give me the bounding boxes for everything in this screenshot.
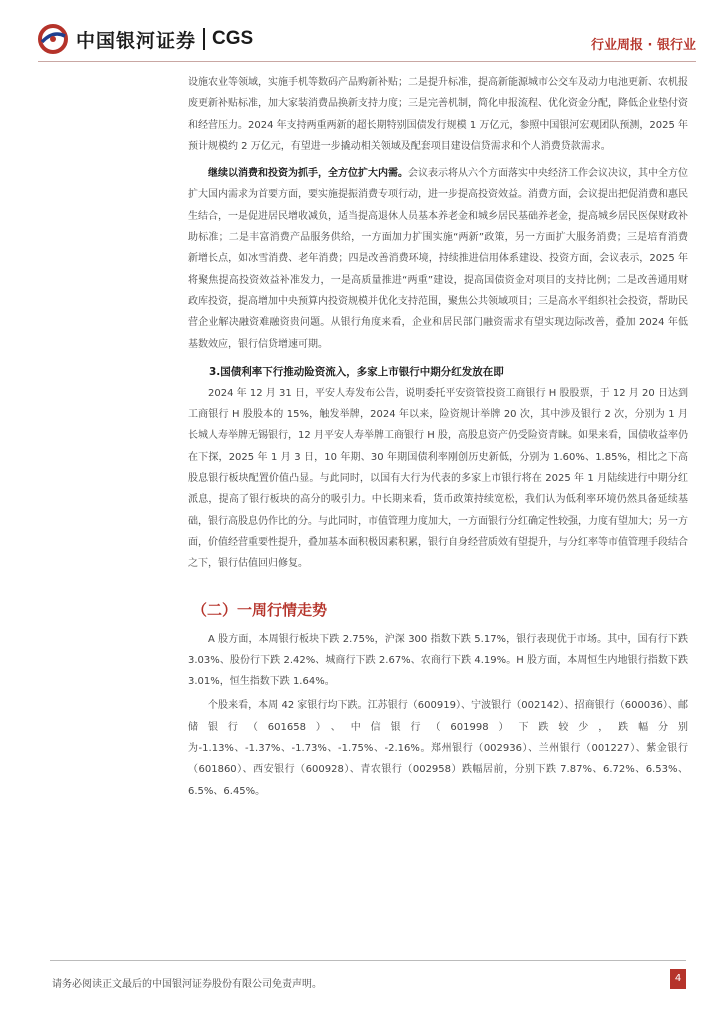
page-footer	[50, 960, 686, 997]
galaxy-logo-icon	[38, 24, 68, 54]
logo-chinese-name: 中国银河证券	[76, 29, 197, 52]
logo-divider	[203, 28, 205, 50]
paragraph-domestic-demand-text: 会议表示将从六个方面落实中央经济工作会议决议，其中全方位扩大国内需求为首要方面，要实施提振消费专项行动，进一步提高投资效益。消费方面，会议提出把促消费和惠民生结合，一是促进居民增收减负，适当提高退休人员基本养老金和城乡居民基础养老金，提高城乡居民医保财政补助标准；二是丰富消费产品服务供给，一方面加力扩围实施“两新”政策，另一方面扩大服务消费；三是培育消费新增长点，如冰雪消费、老年消费；四是改善消费环境，持续推进信用体系建设、投资方面，会议表示，2025 年将聚焦提高投资效益补准发力，一是高质量推进“两重”建设，提高国债资金对项目的支持比例；二是改善通用财政库投资，提高增加中央预算内投资规模并优化支持范围，聚焦公共领域项目；三是高水平组织社会投资，帮助民营企业解决融资难融资贵问题。从银行角度来看，企业和居民部门融资需求有望实现边际改善，叠加 2024 年低基数效应，银行信贷增速可期。	[188, 168, 688, 350]
report-body	[188, 72, 688, 802]
logo-english-name: CGS	[212, 28, 254, 49]
section-title: （二）一周行情走势	[192, 600, 328, 619]
page-header	[0, 0, 724, 62]
disclaimer-note: 请务必阅读正文最后的中国银河证券股份有限公司免责声明。	[52, 979, 322, 990]
company-logo	[38, 22, 253, 56]
paragraph-market-overview: A 股方面，本周银行板块下跌 2.75%，沪深 300 指数下跌 5.17%，银行表现优于市场。其中，国有行下跌 3.03%、股份行下跌 2.42%、城商行下跌 2.67%、农商行下跌 4.19%。H 股方面，本周恒生内地银行指数下跌 3.01%，恒生指数下跌 1.64%。	[188, 633, 688, 688]
paragraph-lead-bold: 继续以消费和投资为抓手，全方位扩大内需。	[208, 168, 408, 180]
subsection-heading: 3.国债利率下行推动险资流入，多家上市银行中期分红发放在即	[209, 365, 504, 378]
paragraph-domestic-demand	[188, 163, 688, 355]
page-number: 4	[670, 969, 686, 989]
header-divider	[38, 61, 696, 62]
paragraph-stock-performance: 个股来看，本周 42 家银行均下跌。江苏银行（600919）、宁波银行（002142）、招商银行（600036）、邮储银行（601658）、中信银行（601998）下跌较少，跌幅分别为-1.13%、-1.37%、-1.73%、-1.75%、-2.16%。郑州银行（002936）、兰州银行（001227）、紫金银行（601860）、西安银行（600928）、青农银行（002958）跌幅居前，分别下跌 7.87%、6.72%、6.53%、6.5%、6.45%。	[188, 700, 688, 797]
paragraph-insurance-inflow: 2024 年 12 月 31 日，平安人寿发布公告，说明委托平安资管投资工商银行 H 股股票，于 12 月 20 日达到工商银行 H 股股本的 15%，触发举牌，2024 年以来，险资规计举牌 20 次，其中涉及银行 2 次，分别为 1 月长城人寿举牌无锡银行，12 月平安人寿举牌工商银行 H 股，高股息资产仍受险资青睐。如果来看，国债收益率仍在下探，2025 年 1 月 3 日，10 年期、30 年期国债利率刚创历史新低，分别为 1.60%、1.85%，相比之下高股息银行板块配置价值凸显。与此同时，以国有大行为代表的多家上市银行将在 2025 年 1 月陆续进行中期分红派息，提高了银行板块的高分的吸引力。中长期来看，货币政策持续宽松，我们认为低利率环境仍然具备延续基础，银行高股息仍作比的分。与此同时，市值管理力度加大，一方面银行分红确定性较强，力度有望加大；另一方面，价值经营重要性提升，叠加基本面积极因素积累，银行自身经营质效有望提升，与分红率等市值管理手段结合之下，银行估值回归修复。	[188, 387, 688, 570]
report-category: 行业周报 · 银行业	[591, 38, 696, 53]
paragraph-policy-subsidy: 设施农业等领域，实施手机等数码产品购新补贴；二是提升标准，提高新能源城市公交车及动力电池更新、农机报废更新补贴标准，加大家装消费品换新支持力度；三是完善机制，简化申报流程、优化资金分配，降低企业垫付资和经营压力。2024 年支持两重两新的超长期特别国债发行规模 1 万亿元，参照中国银河宏观团队预测，2025 年预计规模约 2 万亿元，有望进一步撬动相关领域及配套项目建设信贷需求和个人消费贷款需求。	[188, 77, 688, 152]
